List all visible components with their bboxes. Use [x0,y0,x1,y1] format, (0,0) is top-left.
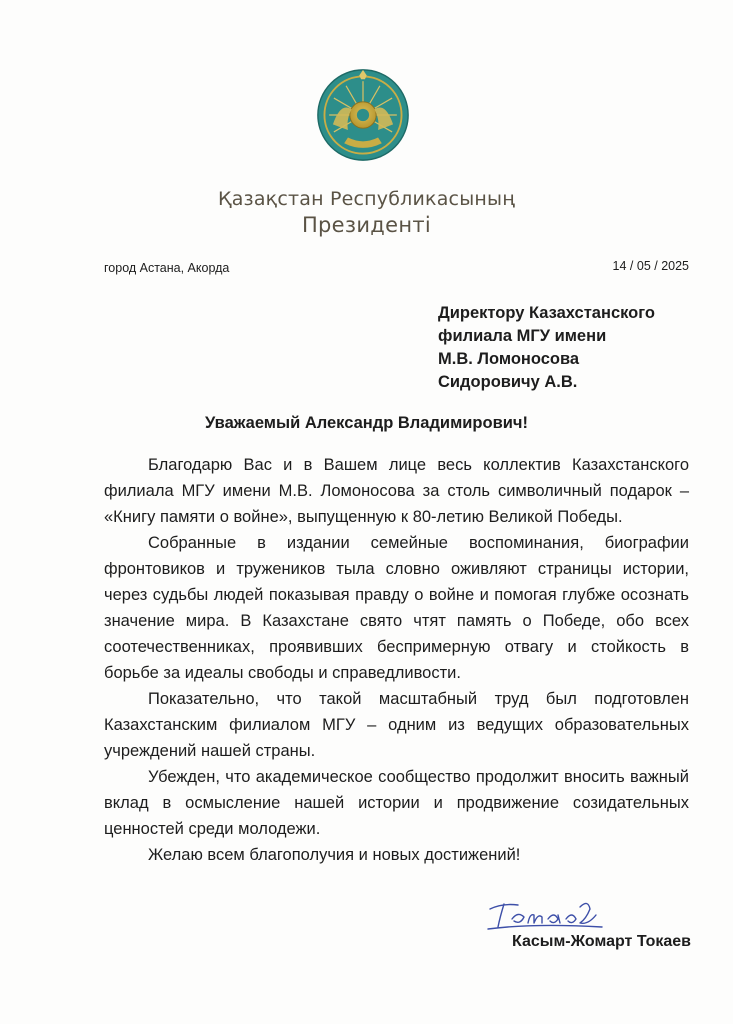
body-paragraph: Убежден, что академическое сообщество продолжит вносить важный вклад в осмысление нашей истории и продвижение созидательных ценностей среди молодежи. [104,768,689,838]
letterhead-subtitle: Президенті [301,213,432,237]
handwritten-signature-icon [484,893,614,935]
place-line: город Астана, Акорда [104,261,230,275]
body-paragraph: Показательно, что такой масштабный труд был подготовлен Казахстанским филиалом МГУ – одним из ведущих образовательных учреждений нашей страны. [104,690,689,760]
body-paragraph: Желаю всем благополучия и новых достижений! [148,846,521,864]
letterhead-title: Қазақстан Республикасының [218,188,515,210]
signer-name: Касым-Жомарт Токаев [512,933,691,950]
addressee-line: Директору Казахстанского [438,304,655,322]
body-paragraph: Благодарю Вас и в Вашем лице весь коллектив Казахстанского филиала МГУ имени М.В. Ломоносова за столь символичный подарок – «Книгу памяти о войне», выпущенную к 80-летию Великой Победы. [104,456,689,526]
addressee-line: филиала МГУ имени [438,327,607,345]
date-line: 14 / 05 / 2025 [612,259,689,273]
body-paragraph: Собранные в издании семейные воспоминания, биографии фронтовиков и тружеников тыла словно оживляют страницы истории, через судьбы людей показывая правду о войне и помогая глубже осознать значение мира. В Казахстане свято чтят память о Победе, обо всех соотечественниках, проявивших беспримерную отвагу и стойкость в борьбе за идеалы свободы и справедливости. [104,534,689,682]
addressee-block [438,302,728,394]
addressee-line: Сидоровичу А.В. [438,373,578,391]
kazakhstan-state-emblem-icon [316,68,410,162]
addressee-line: М.В. Ломоносова [438,350,580,368]
letter-body [104,452,689,868]
greeting: Уважаемый Александр Владимирович! [205,414,528,432]
